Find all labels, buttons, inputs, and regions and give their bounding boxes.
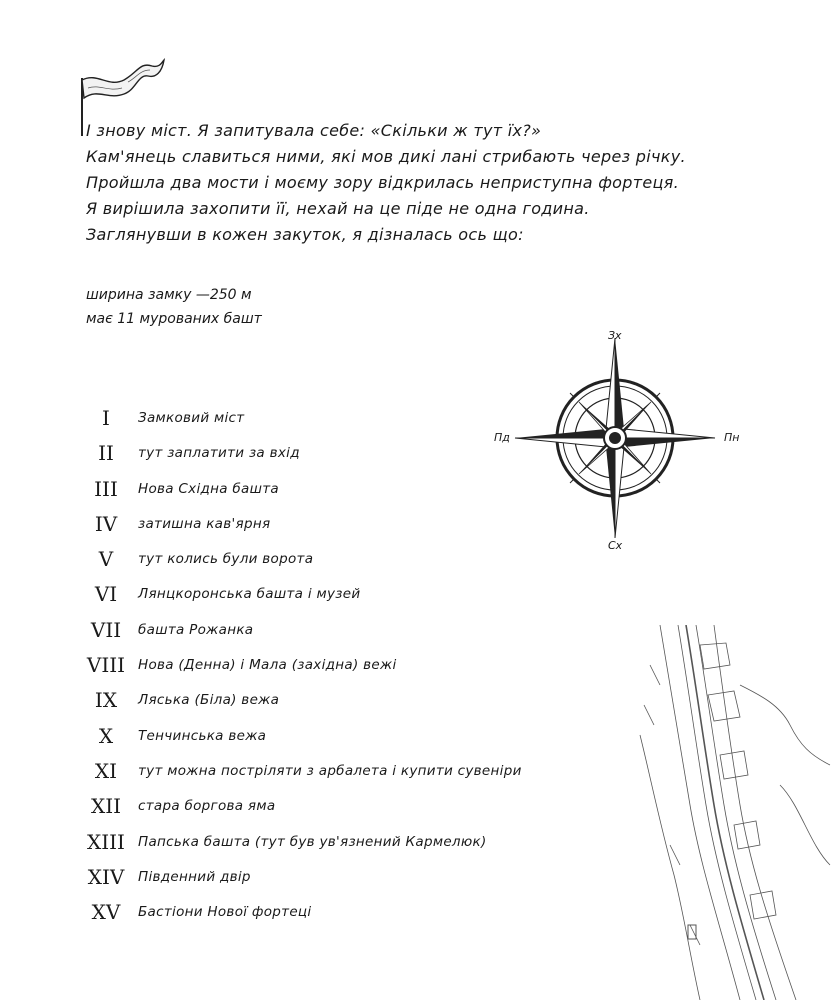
legend-numeral: V: [98, 547, 114, 572]
legend-item: [86, 439, 606, 474]
legend-item: [86, 616, 606, 651]
legend-label: тут заплатити за вхід: [138, 445, 300, 462]
intro-line: Пройшла два мости і моєму зору відкрилась неприступна фортеця.: [86, 173, 679, 192]
legend-numeral: XI: [94, 758, 118, 783]
legend-label: Лянцкоронська башта і музей: [138, 586, 361, 603]
legend-item: [86, 828, 606, 863]
legend-numeral: IX: [94, 688, 118, 713]
legend-numeral: VII: [90, 617, 122, 642]
legend-item: [86, 404, 606, 439]
legend-numeral: II: [98, 441, 114, 466]
legend-label: Бастіони Нової фортеці: [138, 904, 312, 921]
legend-label: Південний двір: [138, 868, 251, 885]
legend-item: [86, 863, 606, 898]
legend-item: [86, 792, 606, 827]
legend-item: [86, 475, 606, 510]
castle-width-text: ширина замку —250 м: [86, 287, 252, 303]
legend-item: [86, 580, 606, 615]
legend-label: Замковий міст: [138, 410, 245, 426]
legend-label: стара боргова яма: [138, 798, 276, 815]
intro-line: Я вирішила захопити її, нехай на це піде не одна година.: [86, 199, 590, 218]
legend-numeral: X: [98, 723, 114, 748]
legend-item: [86, 545, 606, 580]
legend-item: [86, 757, 606, 792]
legend-item: [86, 898, 606, 933]
legend-label: тут можна постріляти з арбалета і купити сувеніри: [138, 762, 522, 779]
compass-north-label: Зх: [608, 329, 622, 342]
legend-numeral: VI: [94, 582, 118, 607]
intro-line: І знову міст. Я запитувала себе: «Скільки ж тут їх?»: [86, 121, 542, 140]
legend-label: Папська башта (тут був ув'язнений Кармелюк): [138, 833, 487, 850]
legend-item: [86, 686, 606, 721]
intro-line: Заглянувши в кожен закуток, я дізналась ось що:: [86, 225, 524, 244]
legend-numeral: VIII: [86, 653, 126, 678]
legend-item: [86, 722, 606, 757]
legend-numeral: IV: [94, 511, 118, 536]
legend-numeral: I: [102, 406, 110, 430]
legend-numeral: XV: [91, 900, 121, 925]
legend-item: [86, 510, 606, 545]
legend-label: Ляська (Біла) вежа: [138, 692, 280, 709]
castle-map-sketch: [630, 625, 840, 1000]
compass-west-label: Пд: [494, 431, 510, 444]
castle-towers-text: має 11 мурованих башт: [86, 311, 262, 327]
legend-label: Нова Східна башта: [138, 480, 280, 497]
castle-facts: [86, 283, 262, 331]
legend-numeral: XIV: [87, 864, 125, 889]
legend-list: [86, 404, 606, 933]
compass-south-label: Сх: [608, 539, 623, 552]
compass-east-label: Пн: [724, 431, 740, 444]
legend-label: Тенчинська вежа: [138, 727, 267, 744]
legend-numeral: XII: [90, 794, 122, 819]
intro-line: Кам'янець славиться ними, які мов дикі лані стрибають через річку.: [86, 147, 686, 166]
legend-label: тут колись були ворота: [138, 551, 314, 568]
legend-label: затишна кав'ярня: [138, 515, 271, 532]
legend-label: Нова (Денна) і Мала (західна) вежі: [138, 657, 397, 674]
legend-numeral: III: [94, 476, 118, 501]
legend-numeral: XIII: [87, 829, 125, 854]
legend-label: башта Рожанка: [138, 621, 254, 638]
intro-paragraph: [86, 118, 726, 248]
legend-item: [86, 651, 606, 686]
